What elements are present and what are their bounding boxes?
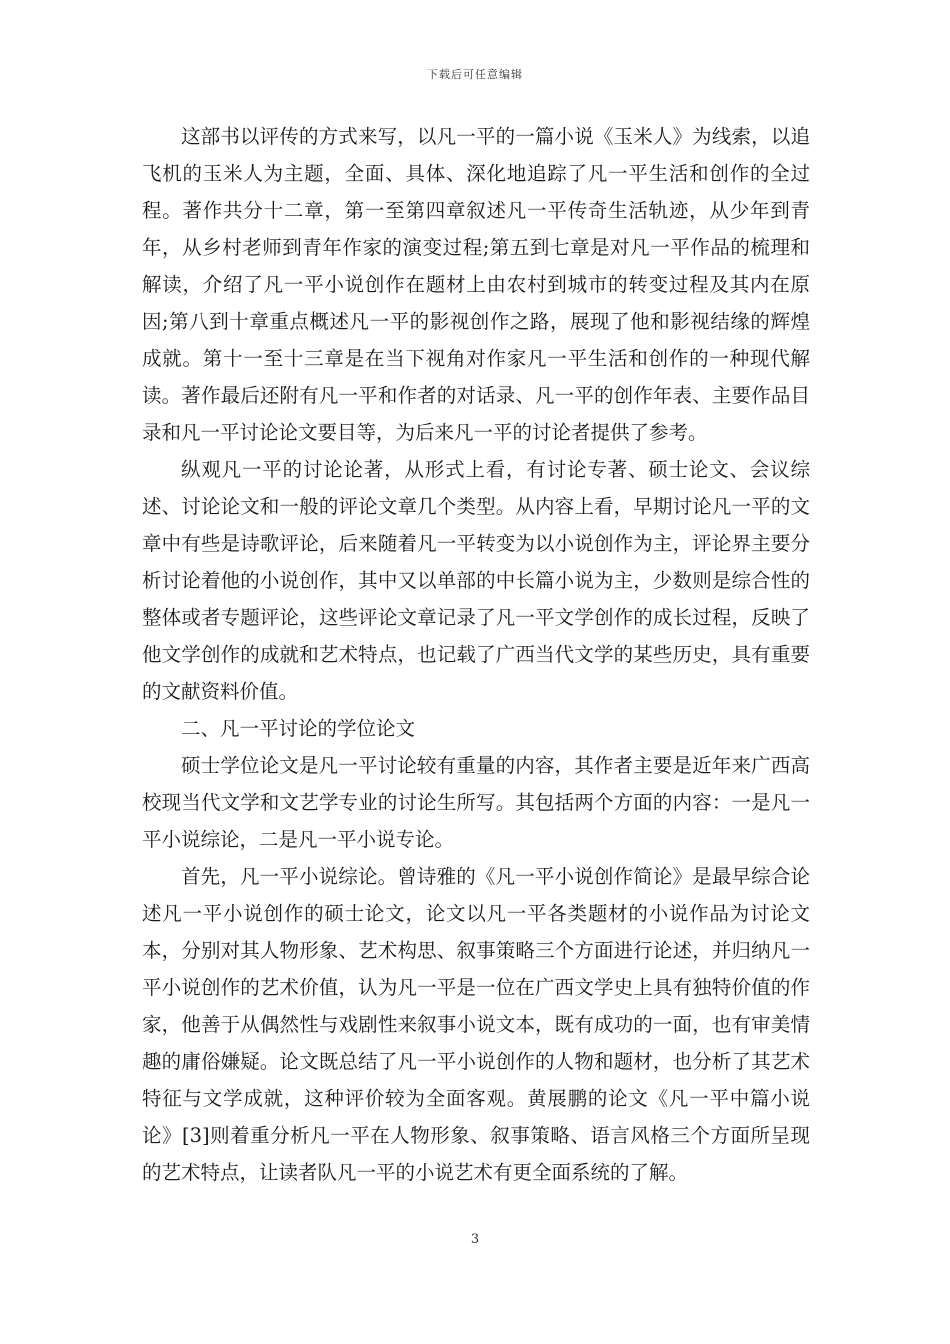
body-paragraph: 纵观凡一平的讨论论著，从形式上看，有讨论专著、硕士论文、会议综述、讨论论文和一般的评论文章几个类型。从内容上看，早期讨论凡一平的文章中有些是诗歌评论，后来随着凡一平转变为以小说创作为主，评论界主要分析讨论着他的小说创作，其中又以单部的中长篇小说为主，少数则是综合性的整体或者专题评论，这些评论文章记录了凡一平文学创作的成长过程，反映了他文学创作的成就和艺术特点，也记载了广西当代文学的某些历史，具有重要的文献资料价值。 — [142, 458, 810, 703]
body-paragraph: 这部书以评传的方式来写，以凡一平的一篇小说《玉米人》为线索，以追飞机的玉米人为主题，全面、具体、深化地追踪了凡一平生活和创作的全过程。著作共分十二章，第一至第四章叙述凡一平传奇生活轨迹，从少年到青年，从乡村老师到青年作家的演变过程;第五到七章是对凡一平作品的梳理和解读，介绍了凡一平小说创作在题材上由农村到城市的转变过程及其内在原因;第八到十章重点概述凡一平的影视创作之路，展现了他和影视结缘的辉煌成就。第十一至十三章是在当下视角对作家凡一平生活和创作的一种现代解读。著作最后还附有凡一平和作者的对话录、凡一平的创作年表、主要作品目录和凡一平讨论论文要目等，为后来凡一平的讨论者提供了参考。 — [142, 125, 810, 444]
page-header: 下载后可任意编辑 — [427, 68, 523, 81]
document-body — [142, 118, 810, 1191]
body-paragraph: 硕士学位论文是凡一平讨论较有重量的内容，其作者主要是近年来广西高校现当代文学和文艺学专业的讨论生所写。其包括两个方面的内容：一是凡一平小说综论，二是凡一平小说专论。 — [142, 754, 810, 851]
page-number: 3 — [470, 1232, 480, 1247]
body-paragraph: 首先，凡一平小说综论。曾诗雅的《凡一平小说创作简论》是最早综合论述凡一平小说创作的硕士论文，论文以凡一平各类题材的小说作品为讨论文本，分别对其人物形象、艺术构思、叙事策略三个方面进行论述，并归纳凡一平小说创作的艺术价值，认为凡一平是一位在广西文学史上具有独特价值的作家，他善于从偶然性与戏剧性来叙事小说文本，既有成功的一面，也有审美情趣的庸俗嫌疑。论文既总结了凡一平小说创作的人物和题材，也分析了其艺术特征与文学成就，这种评价较为全面客观。黄展鹏的论文《凡一平中篇小说论》[3]则着重分析凡一平在人物形象、叙事策略、语言风格三个方面所呈现的艺术特点，让读者队凡一平的小说艺术有更全面系统的了解。 — [142, 865, 810, 1184]
section-heading: 二、凡一平讨论的学位论文 — [181, 717, 416, 740]
